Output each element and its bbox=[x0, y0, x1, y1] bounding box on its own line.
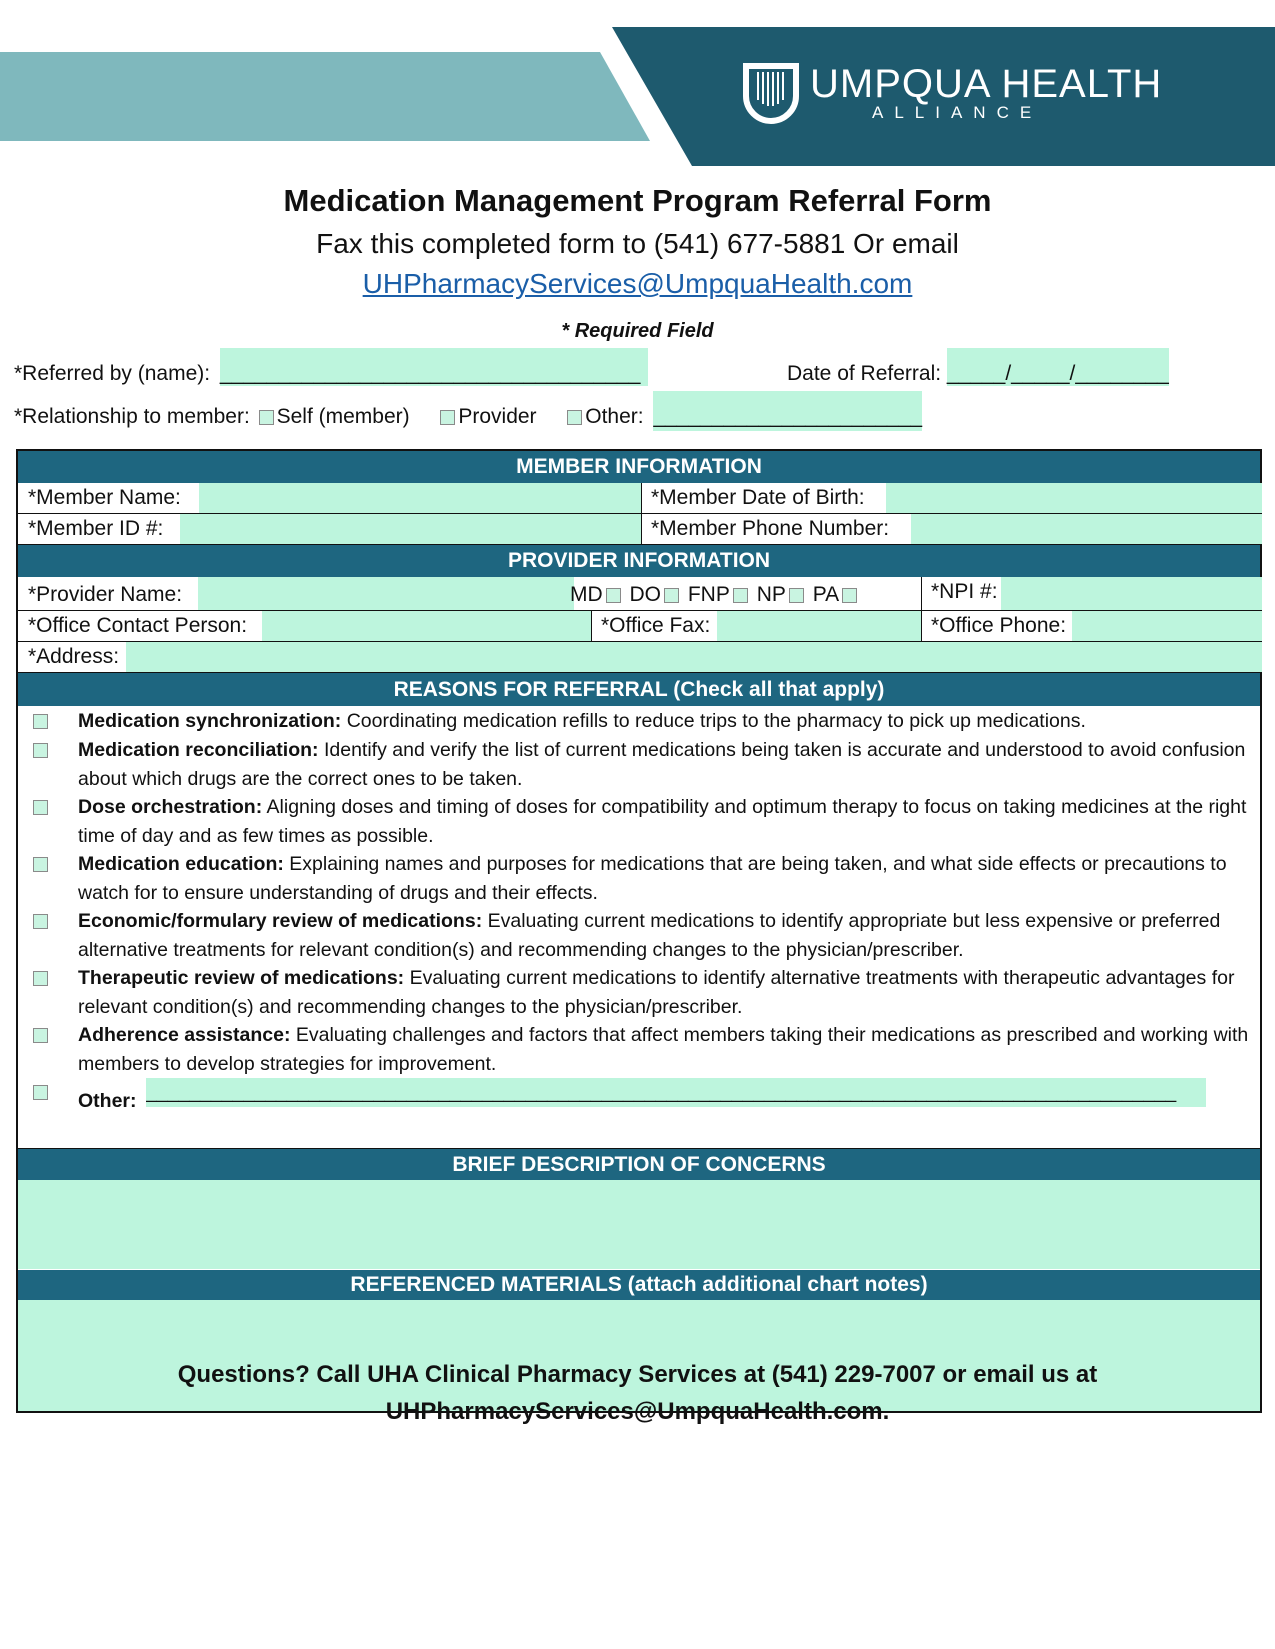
reasons-heading: REASONS FOR REFERRAL (Check all that apply) bbox=[18, 673, 1260, 706]
md-checkbox[interactable] bbox=[606, 588, 621, 603]
date-of-referral-input[interactable]: _____/_____/________ bbox=[947, 348, 1169, 386]
office-contact-field[interactable]: *Office Contact Person: bbox=[18, 611, 591, 642]
self-checkbox[interactable] bbox=[259, 410, 274, 425]
reason-checkbox[interactable] bbox=[33, 1028, 48, 1043]
footer-questions: Questions? Call UHA Clinical Pharmacy Services at (541) 229-7007 or email us at bbox=[177, 1361, 1098, 1388]
brand-name: UMPQUA HEALTH bbox=[810, 62, 1163, 106]
header-band-light bbox=[0, 52, 650, 141]
reason-checkbox[interactable] bbox=[33, 971, 48, 986]
reason-checkbox[interactable] bbox=[33, 743, 48, 758]
materials-textarea[interactable] bbox=[18, 1300, 1260, 1411]
reason-item: Economic/formulary review of medications: Evaluating current medications to identify appropriate but less expensive or preferred alternative treatments for relevant condition(s) and recommending changes to the physician/prescriber. bbox=[30, 907, 1250, 965]
reason-item: Medication synchronization: Coordinating medication refills to reduce trips to the pharmacy to pick up medications. bbox=[30, 707, 1250, 736]
brand-subname: ALLIANCE bbox=[872, 103, 1043, 122]
referred-by-input[interactable]: ____________________________________ bbox=[220, 348, 648, 386]
provider-name-field[interactable]: *Provider Name: MD DO FNP NP PA bbox=[18, 577, 921, 611]
reason-other-input[interactable]: _______________________________________________________________________________________________ bbox=[146, 1078, 1206, 1107]
fax-instruction: Fax this completed form to (541) 677-5881 Or email bbox=[316, 228, 959, 259]
reason-other: Other: _______________________________________________________________________________________________ bbox=[30, 1078, 1250, 1116]
relationship-row bbox=[14, 405, 922, 445]
materials-heading: REFERENCED MATERIALS (attach additional chart notes) bbox=[18, 1270, 1260, 1300]
reason-checkbox[interactable] bbox=[33, 800, 48, 815]
provider-checkbox[interactable] bbox=[440, 410, 455, 425]
divider bbox=[591, 611, 592, 642]
referred-by-label: *Referred by (name): bbox=[14, 362, 211, 385]
pa-checkbox[interactable] bbox=[842, 588, 857, 603]
provider-label: Provider bbox=[458, 405, 537, 428]
brand-logo bbox=[742, 62, 1162, 124]
other-checkbox[interactable] bbox=[567, 410, 582, 425]
uha-shield-icon bbox=[742, 62, 800, 124]
divider bbox=[921, 577, 922, 642]
np-checkbox[interactable] bbox=[789, 588, 804, 603]
reason-checkbox[interactable] bbox=[33, 714, 48, 729]
other-relationship-input[interactable]: _______________________ bbox=[653, 391, 922, 431]
reason-item: Therapeutic review of medications: Evaluating current medications to identify alternative treatments with therapeutic advantages for relevant condition(s) and recommending changes to the physician/prescriber. bbox=[30, 964, 1250, 1022]
office-fax-field[interactable]: *Office Fax: bbox=[591, 611, 921, 642]
reason-other-checkbox[interactable] bbox=[33, 1085, 48, 1100]
fnp-checkbox[interactable] bbox=[733, 588, 748, 603]
member-dob-field[interactable]: *Member Date of Birth: bbox=[641, 483, 1262, 514]
divider bbox=[641, 483, 642, 545]
concerns-heading: BRIEF DESCRIPTION OF CONCERNS bbox=[18, 1148, 1260, 1181]
reason-item: Dose orchestration: Aligning doses and timing of doses for compatibility and optimum therapy to focus on taking medicines at the right time of day and as few times as possible. bbox=[30, 793, 1250, 851]
do-checkbox[interactable] bbox=[664, 588, 679, 603]
member-name-field[interactable]: *Member Name: bbox=[18, 483, 641, 514]
required-note: * Required Field bbox=[561, 320, 714, 342]
address-field[interactable]: *Address: bbox=[18, 642, 1262, 673]
reason-checkbox[interactable] bbox=[33, 914, 48, 929]
self-label: Self (member) bbox=[276, 405, 410, 428]
concerns-textarea[interactable] bbox=[18, 1180, 1260, 1269]
reason-item: Adherence assistance: Evaluating challenges and factors that affect members taking their medications as prescribed and working with members to develop strategies for improvement. bbox=[30, 1021, 1250, 1079]
reason-item: Medication reconciliation: Identify and verify the list of current medications being taken is accurate and understood to avoid confusion about which drugs are the correct ones to be taken. bbox=[30, 736, 1250, 794]
member-phone-field[interactable]: *Member Phone Number: bbox=[641, 514, 1262, 545]
referred-by-row bbox=[14, 362, 648, 400]
date-of-referral-label: Date of Referral: bbox=[787, 362, 942, 385]
office-phone-field[interactable]: *Office Phone: bbox=[921, 611, 1262, 642]
page-title: Medication Management Program Referral Form bbox=[283, 183, 992, 218]
member-id-field[interactable]: *Member ID #: bbox=[18, 514, 641, 545]
reason-item: Medication education: Explaining names and purposes for medications that are being taken, and what side effects or precautions to watch for to ensure understanding of drugs and their effects. bbox=[30, 850, 1250, 908]
credential-options: MD DO FNP NP PA bbox=[570, 577, 860, 613]
relationship-label: *Relationship to member: bbox=[14, 405, 250, 428]
member-info-heading: MEMBER INFORMATION bbox=[18, 451, 1260, 483]
provider-info-heading: PROVIDER INFORMATION bbox=[18, 545, 1260, 577]
reason-checkbox[interactable] bbox=[33, 857, 48, 872]
referral-form-table bbox=[16, 449, 1262, 1413]
other-label: Other: bbox=[585, 405, 644, 428]
footer-email[interactable]: UHPharmacyServices@UmpquaHealth.com. bbox=[385, 1398, 890, 1425]
email-link[interactable]: UHPharmacyServices@UmpquaHealth.com bbox=[362, 268, 913, 299]
npi-field[interactable]: *NPI #: bbox=[921, 577, 1262, 611]
